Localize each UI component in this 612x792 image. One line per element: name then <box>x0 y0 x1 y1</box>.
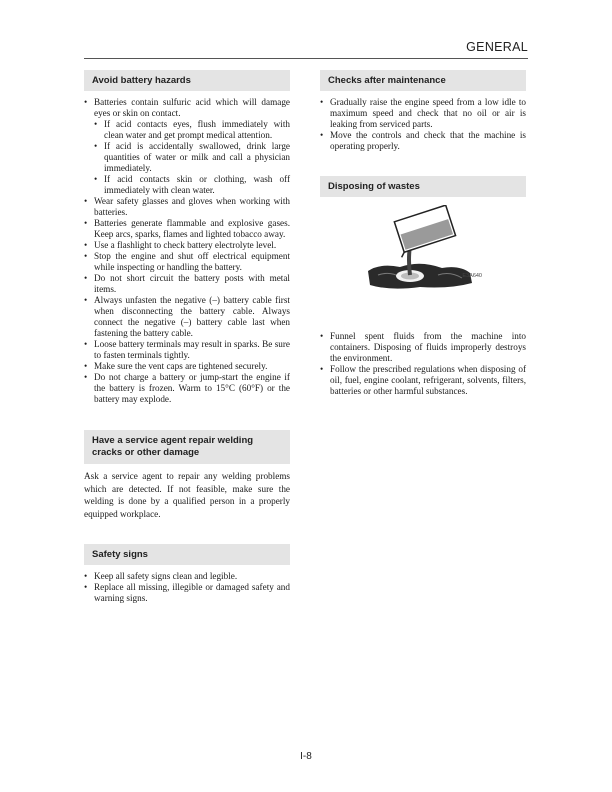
list-item: • Use a flashlight to check battery electrolyte level. <box>84 240 290 251</box>
signs-list <box>84 571 290 604</box>
wastes-heading: Disposing of wastes <box>320 176 526 197</box>
list-item: • Wear safety glasses and gloves when working with batteries. <box>84 196 290 218</box>
welding-heading: Have a service agent repair welding cracks or other damage <box>84 430 290 464</box>
signs-section <box>84 544 290 604</box>
checks-list <box>320 97 526 152</box>
list-item: • Funnel spent fluids from the machine into containers. Disposing of fluids improperly destroys the environment. <box>320 331 526 364</box>
checks-section <box>320 70 526 152</box>
left-column <box>84 70 290 604</box>
page-header-title: GENERAL <box>466 40 528 54</box>
signs-heading: Safety signs <box>84 544 290 565</box>
list-item: • Do not charge a battery or jump-start the engine if the battery is frozen. Warm to 15°C (60°F) or the battery may explode. <box>84 372 290 405</box>
welding-text: Ask a service agent to repair any welding problems which are detected. If not feasible, make sure the welding is done by a qualified person in a properly equipped workplace. <box>84 471 290 519</box>
list-item: • Gradually raise the engine speed from a low idle to maximum speed and check that no oil or air is leaking from serviced parts. <box>320 97 526 130</box>
waste-disposal-figure <box>320 205 526 325</box>
list-item: • Make sure the vent caps are tightened securely. <box>84 361 290 372</box>
welding-section <box>84 430 290 520</box>
battery-heading: Avoid battery hazards <box>84 70 290 91</box>
wastes-section <box>320 176 526 397</box>
battery-section <box>84 70 290 405</box>
list-item: • Loose battery terminals may result in sparks. Be sure to fasten terminals tightly. <box>84 339 290 361</box>
list-item <box>84 97 290 196</box>
list-item: • Replace all missing, illegible or damaged safety and warning signs. <box>84 582 290 604</box>
battery-list <box>84 97 290 405</box>
checks-heading: Checks after maintenance <box>320 70 526 91</box>
list-item: • Keep all safety signs clean and legible. <box>84 571 290 582</box>
battery-intro: Batteries contain sulfuric acid which will damage eyes or skin on contact. <box>94 97 290 118</box>
page-number: I-8 <box>300 751 312 762</box>
acid-sublist <box>94 119 290 196</box>
pouring-container-illustration <box>320 205 526 325</box>
list-item: • If acid is accidentally swallowed, drink large quantities of water or milk and call a physician immediately. <box>94 141 290 174</box>
list-item: • If acid contacts skin or clothing, wash off immediately with clean water. <box>94 174 290 196</box>
list-item: • Move the controls and check that the machine is operating properly. <box>320 130 526 152</box>
list-item: • Follow the prescribed regulations when disposing of oil, fuel, engine coolant, refrigerant, solvents, filters, batteries or other harmful substances. <box>320 364 526 397</box>
header-rule <box>84 58 528 59</box>
list-item: • Do not short circuit the battery posts with metal items. <box>84 273 290 295</box>
list-item: • If acid contacts eyes, flush immediately with clean water and get prompt medical attention. <box>94 119 290 141</box>
list-item: • Batteries generate flammable and explosive gases. Keep arcs, sparks, flames and lighted tobacco away. <box>84 218 290 240</box>
figure-label: E3A640 <box>462 273 482 279</box>
right-column <box>320 70 526 397</box>
list-item: • Always unfasten the negative (–) battery cable first when disconnecting the battery cable. Always connect the negative (–) battery cable last when fastening the battery cable. <box>84 295 290 339</box>
wastes-list <box>320 331 526 397</box>
list-item: • Stop the engine and shut off electrical equipment while inspecting or handling the battery. <box>84 251 290 273</box>
